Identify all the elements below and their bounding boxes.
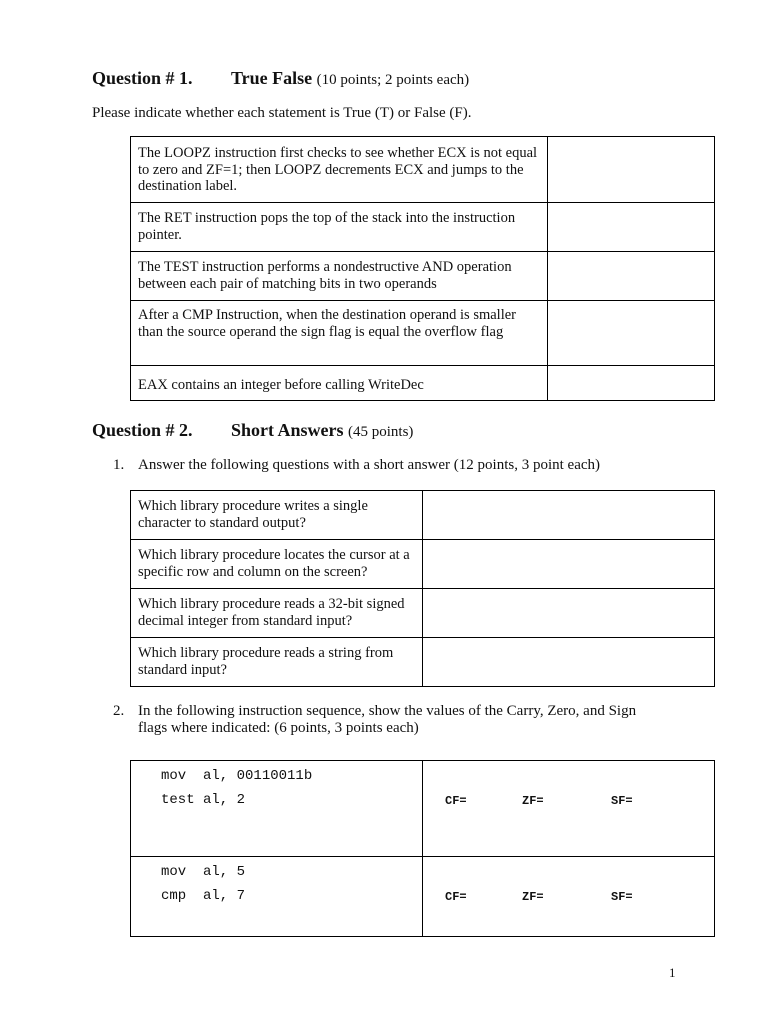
q2-part1-row <box>131 540 715 589</box>
flags-cell[interactable] <box>423 761 715 857</box>
code-line: test al, 2 <box>161 792 246 808</box>
q2-part1-answer-cell[interactable] <box>423 638 715 687</box>
sign-flag-label: SF= <box>611 794 633 808</box>
q2-title: Short Answers (45 points) <box>231 420 414 440</box>
q1-answer-cell[interactable] <box>548 203 715 252</box>
q2-part1-answer-cell[interactable] <box>423 491 715 540</box>
zero-flag-label: ZF= <box>522 794 544 808</box>
q2-part1-question: Which library procedure locates the cursor at a specific row and column on the screen? <box>131 540 423 589</box>
q1-heading <box>92 68 470 89</box>
q1-answer-cell[interactable] <box>548 301 715 366</box>
q2-part1-question: Which library procedure reads a 32-bit signed decimal integer from standard input? <box>131 589 423 638</box>
q1-answer-cell[interactable] <box>548 252 715 301</box>
zero-flag-label: ZF= <box>522 890 544 904</box>
q2-part1-question: Which library procedure reads a string from standard input? <box>131 638 423 687</box>
q1-row <box>131 252 715 301</box>
q1-points: (10 points; 2 points each) <box>316 72 470 88</box>
code-line: cmp al, 7 <box>161 888 246 904</box>
q1-statement: The TEST instruction performs a nondestructive AND operation between each pair of matching bits in two operands <box>131 252 548 301</box>
q1-answer-cell[interactable] <box>548 137 715 203</box>
carry-flag-label: CF= <box>445 890 467 904</box>
q2-part2-row <box>131 857 715 937</box>
code-block <box>131 761 423 857</box>
q2-part1-answer-cell[interactable] <box>423 589 715 638</box>
q1-row <box>131 203 715 252</box>
q2-part1-answer-cell[interactable] <box>423 540 715 589</box>
q1-row <box>131 137 715 203</box>
sign-flag-label: SF= <box>611 890 633 904</box>
code-line: mov al, 00110011b <box>161 768 313 784</box>
q1-title: True False (10 points; 2 points each) <box>231 68 470 88</box>
q2-part1-number: 1. <box>113 457 125 473</box>
q2-part2-number: 2. <box>113 703 125 719</box>
q2-part2-row <box>131 761 715 857</box>
q1-statement: The LOOPZ instruction first checks to see whether ECX is not equal to zero and ZF=1; then LOOPZ decrements ECX and jumps to the destination label. <box>131 137 548 203</box>
q2-part1-row <box>131 491 715 540</box>
page-number: 1 <box>669 965 676 980</box>
q1-statement: The RET instruction pops the top of the stack into the instruction pointer. <box>131 203 548 252</box>
code-line: mov al, 5 <box>161 864 246 880</box>
q2-part1-table <box>130 490 715 687</box>
q1-row <box>131 301 715 366</box>
q2-part2-table <box>130 760 715 937</box>
flags-cell[interactable] <box>423 857 715 937</box>
code-block <box>131 857 423 937</box>
q2-part2-text: In the following instruction sequence, show the values of the Carry, Zero, and Sign flags where indicated: (6 points, 3 points each) <box>138 703 637 736</box>
q1-instruction: Please indicate whether each statement is True (T) or False (F). <box>92 105 472 121</box>
q2-part1-row <box>131 589 715 638</box>
carry-flag-label: CF= <box>445 794 467 808</box>
q2-part1-text: Answer the following questions with a short answer (12 points, 3 point each) <box>138 457 601 473</box>
q2-part1-question: Which library procedure writes a single character to standard output? <box>131 491 423 540</box>
q2-part1-row <box>131 638 715 687</box>
q2-number: Question # 2. <box>92 420 193 440</box>
q1-statement: EAX contains an integer before calling WriteDec <box>131 366 548 401</box>
q2-heading <box>92 420 414 441</box>
q1-number: Question # 1. <box>92 68 193 88</box>
q1-table <box>130 136 715 401</box>
q2-points: (45 points) <box>348 424 414 440</box>
q1-row <box>131 366 715 401</box>
q1-statement: After a CMP Instruction, when the destination operand is smaller than the source operand the sign flag is equal the overflow flag <box>131 301 548 366</box>
q1-answer-cell[interactable] <box>548 366 715 401</box>
